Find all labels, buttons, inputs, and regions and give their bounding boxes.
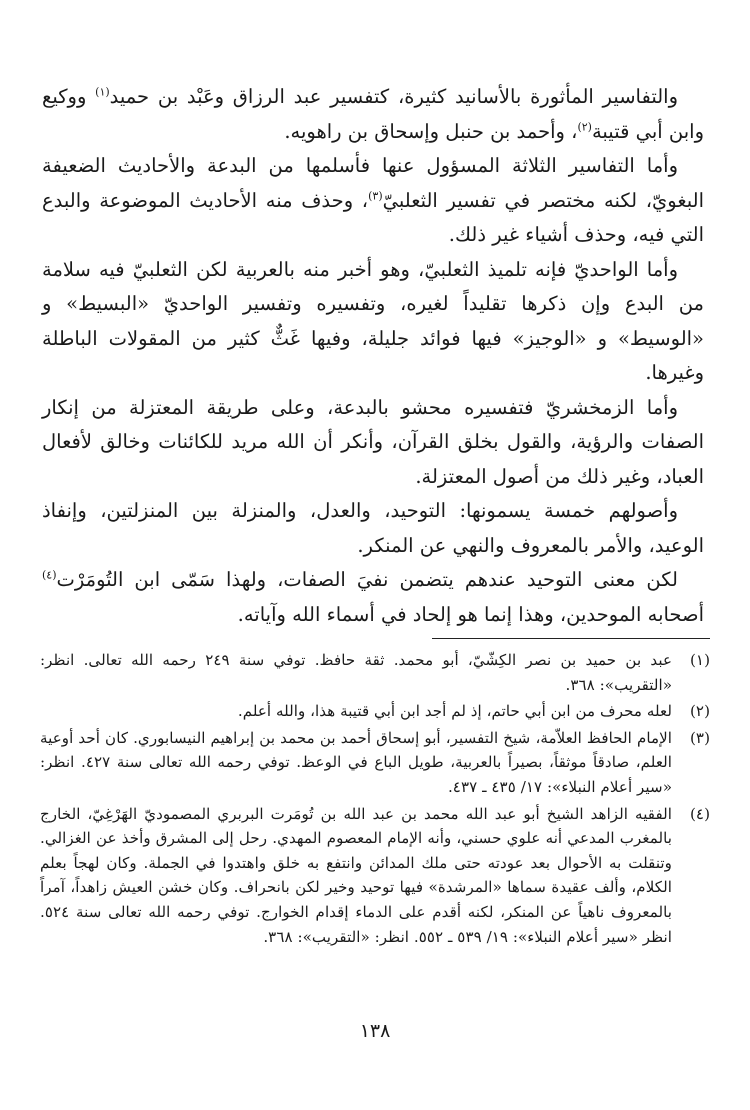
footnote-number: (٣) [689,728,710,747]
footnote-ref-1[interactable]: (١) [95,85,110,99]
footnote-separator [432,638,710,639]
footnote-number: (٢) [689,702,710,721]
footnote-number: (٤) [689,804,710,823]
main-text [42,80,704,632]
paragraph-5: وأصولهم خمسة يسمونها: التوحيد، والعدل، والمنزلة بين المنزلتين، وإنفاذ الوعيد، والأمر بالمعروف والنهي عن المنكر. [42,499,704,557]
footnotes [40,648,710,951]
page-number: ١٣٨ [359,1020,391,1042]
footnote-ref-3[interactable]: (٣) [368,189,383,202]
paragraph-1: والتفاسير المأثورة بالأسانيد كثيرة، كتفسير عبد الرزاق وعَبْد بن حميد$^{(١)}$ ووكيع وابن أبي قتيبة$^{(٢)}$، وأحمد بن حنبل وإسحاق بن راهويه. [42,85,704,143]
footnote-number: (١) [689,651,710,669]
footnote-ref-2[interactable]: (٢) [577,120,592,133]
footnote-3 [40,726,710,800]
footnote-text: عبد بن حميد بن نصر الكِشّيّ، أبو محمد. ثقة حافظ. توفي سنة ٢٤٩ رحمه الله تعالى. انظر: «التقريب»: ٣٦٨. [40,651,673,694]
footnote-ref-4[interactable]: (٤) [42,568,57,582]
footnote-2 [40,699,710,724]
paragraph-2: وأما التفاسير الثلاثة المسؤول عنها فأسلمها من البدعة والأحاديث الضعيفة البغويّ، لكنه مختصر في تفسير الثعلبيّ$^{(٣)}$، وحذف منه الأحاديث الموضوعة والبدع التي فيه، وحذف أشياء غير ذلك. [42,154,705,246]
footnote-text: الفقيه الزاهد الشيخ أبو عبد الله محمد بن عبد الله بن تُومَرت البربري المصموديّ الهَرْغِيّ، الخارج بالمغرب المدعي أنه علوي حسني، وأنه الإمام المعصوم المهدي. رحل إلى المشرق وأخذ عن الغزالي. وتنقلت به الأحوال بعد عودته حتى ملك المدائن وانتفع به خلق واهتدوا في الجملة. وكان لهجاً بعلم الكلام، وألف عقيدة سماها «المرشدة» فيها توحيد وخير لكن بانحراف. وكان خشن العيش زاهداً، آمراً بالمعروف ناهياً عن المنكر، لكنه أقدم على الدماء إقدام الخوارج. توفي رحمه الله تعالى سنة ٥٢٤. انظر «سير أعلام النبلاء»: ١٩/ ٥٣٩ ـ ٥٥٢. انظر: «التقريب»: ٣٦٨. [40,804,672,946]
paragraph-6: لكن معنى التوحيد عندهم يتضمن نفيَ الصفات، ولهذا سَمّى ابن التُومَرْت$^{(٤)}$ أصحابه الموحدين، وهذا إنما هو إلحاد في أسماء الله وآياته. [42,568,704,626]
footnote-1 [40,648,710,697]
footnote-text: الإمام الحافظ العلاّمة، شيخ التفسير، أبو إسحاق أحمد بن محمد بن إبراهيم النيسابوري. كان أحد أوعية العلم، صادقاً موثقاً، بصيراً بالعربية، طويل الباع في الوعظ. توفي رحمه الله تعالى سنة ٤٢٧. انظر: «سير أعلام النبلاء»: ١٧/ ٤٣٥ ـ ٤٣٧. [40,728,672,796]
footnote-4 [40,802,710,950]
paragraph-3: وأما الواحديّ فإنه تلميذ الثعلبيّ، وهو أخبر منه بالعربية لكن الثعلبيّ فيه سلامة من البدع وإن ذكرها تقليداً لغيره، وتفسيره وتفسير الواحديّ «البسيط» و «الوسيط» و «الوجيز» فيها فوائد جليلة، وفيها غَثٌّ كثير من المقولات الباطلة وغيرها. [42,257,704,384]
footnote-text: لعله محرف من ابن أبي حاتم، إذ لم أجد ابن أبي قتيبة هذا، والله أعلم. [237,702,672,721]
paragraph-4: وأما الزمخشريّ فتفسيره محشو بالبدعة، وعلى طريقة المعتزلة من إنكار الصفات والرؤية، والقول بخلق القرآن، وأنكر أن الله مريد للكائنات وخالق لأفعال العباد، وغير ذلك من أصول المعتزلة. [42,395,704,488]
